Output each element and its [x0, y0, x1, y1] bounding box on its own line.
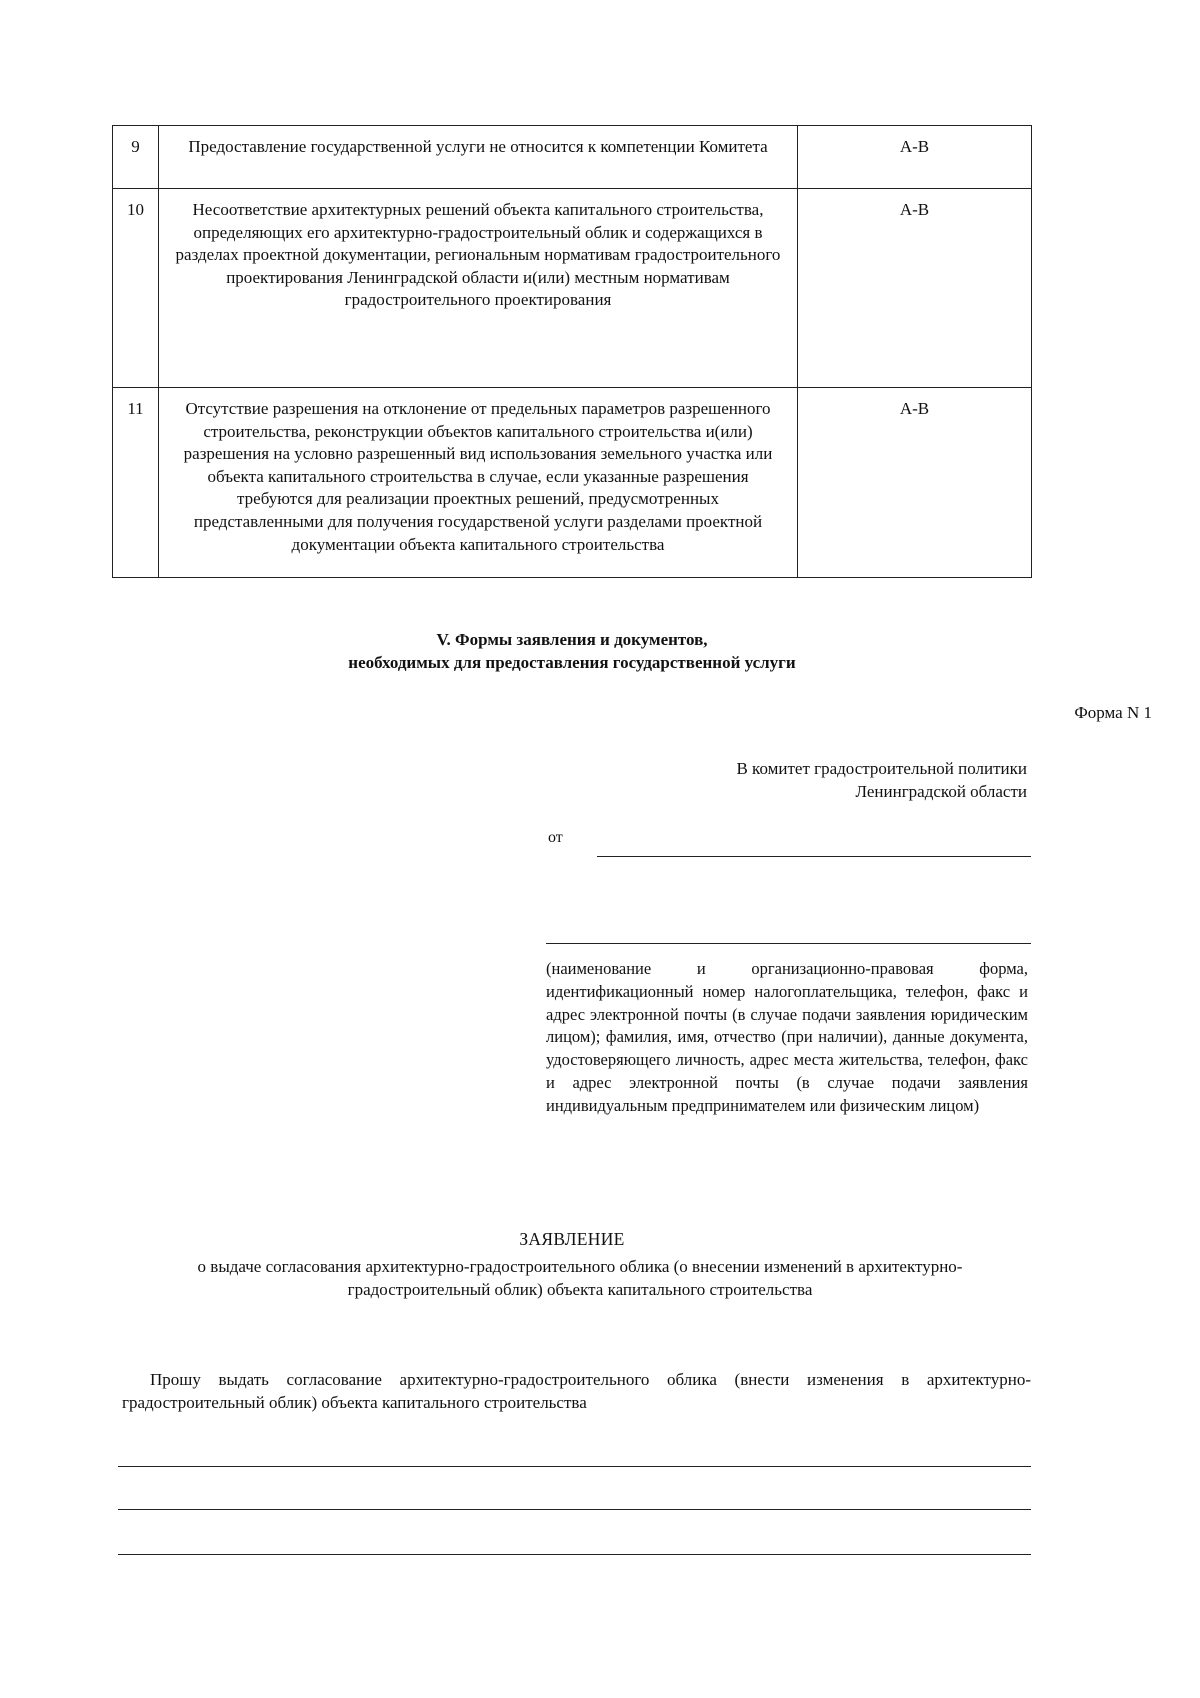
table-row: [113, 388, 1032, 578]
statement-title: ЗАЯВЛЕНИЕ: [519, 1229, 625, 1249]
row-number: 9: [113, 126, 159, 189]
from-label: от: [548, 829, 563, 846]
statement-subtitle: о выдаче согласования архитектурно-градостроительного облика (о внесении изменений в архитектурно-градостроительный облик) объекта капитального строительства: [197, 1257, 963, 1300]
request-text: Прошу выдать согласование архитектурно-градостроительного облика (внести изменения в архитектурно-градостроительный облик) объекта капитального строительства: [122, 1370, 1031, 1413]
request-blank-line[interactable]: [118, 1466, 1031, 1467]
request-blank-line[interactable]: [118, 1509, 1031, 1510]
section-heading-line: V. Формы заявления и документов,: [436, 630, 708, 649]
addressee-line: В комитет градостроительной политики: [736, 759, 1027, 778]
table-row: [113, 189, 1032, 388]
request-paragraph: [122, 1368, 1031, 1415]
applicant-blank-line[interactable]: [597, 856, 1031, 857]
row-number: 11: [113, 388, 159, 578]
row-reason: Отсутствие разрешения на отклонение от предельных параметров разрешенного строительства, реконструкции объектов капитального строительства и(или) разрешения на условно разрешенный вид использования земельного участка или объекта капитального строительства в случае, если указанные разрешения требуются для реализации проектных решений, предусмотренных представленными для получения государственой услуги разделами проектной документации объекта капитального строительства: [159, 388, 798, 578]
addressee-line: Ленинградской области: [855, 781, 1027, 801]
form-number: Форма N 1: [1074, 703, 1152, 722]
applicant-note: (наименование и организационно-правовая форма, идентификационный номер налогоплательщика, телефон, факс и адрес электронной почты (в случае подачи заявления юридическим лицом); фамилия, имя, отчество (при наличии), данные документа, удостоверяющего личность, адрес места жительства, телефон, факс и адрес электронной почты (в случае подачи заявления индивидуальным предпринимателем или физическим лицом): [546, 959, 1028, 1115]
section-heading-line: необходимых для предоставления государственной услуги: [348, 652, 796, 672]
row-reason: Предоставление государственной услуги не относится к компетенции Комитета: [159, 126, 798, 189]
row-code: А-В: [798, 388, 1032, 578]
refusal-grounds-table: [112, 125, 1032, 578]
row-code: А-В: [798, 126, 1032, 189]
applicant-blank-line[interactable]: [546, 943, 1031, 944]
table-row: [113, 126, 1032, 189]
row-number: 10: [113, 189, 159, 388]
row-code: А-В: [798, 189, 1032, 388]
section-heading: [112, 629, 1032, 675]
row-reason: Несоответствие архитектурных решений объекта капитального строительства, определяющих его архитектурно-градостроительный облик и содержащихся в разделах проектной документации, региональным нормативам градостроительного проектирования Ленинградской области и(или) местным нормативам градостроительного проектирования: [159, 189, 798, 388]
request-blank-line[interactable]: [118, 1554, 1031, 1555]
addressee: [607, 758, 1027, 804]
